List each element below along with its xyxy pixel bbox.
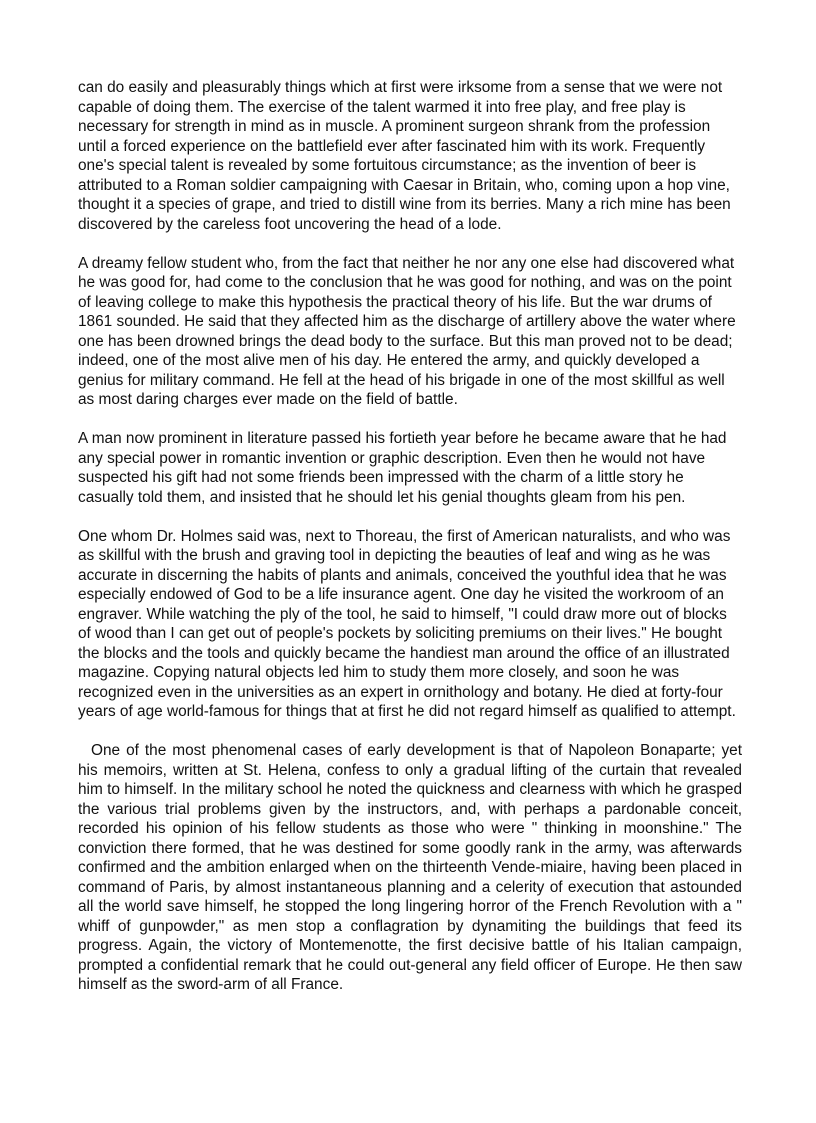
paragraph-naturalist: One whom Dr. Holmes said was, next to Thoreau, the first of American naturalists, and who was as skillful with the brush and graving tool in depicting the beauties of leaf and wing as he was accurate in discerning the habits of plants and animals, conceived the youthful idea that he was especially endowed of God to be a life insurance agent. One day he visited the workroom of an engraver. While watching the ply of the tool, he said to himself, "I could draw more out of blocks of wood than I can get out of people's pockets by soliciting premiums on their lives." He bought the blocks and the tools and quickly became the handiest man around the office of an illustrated magazine. Copying natural objects led him to study them more closely, and soon he was recognized even in the universities as an expert in ornithology and botany. He died at forty-four years of age world-famous for things that at first he did not regard himself as qualified to attempt. — [78, 527, 736, 720]
paragraph-beer-invention: can do easily and pleasurably things which at first were irksome from a sense that we were not capable of doing them. The exercise of the talent warmed it into free play, and free play is necessary for strength in mind as in muscle. A prominent surgeon shrank from the profession until a forced experience on the battlefield ever after fascinated him with its work. Frequently one's special talent is revealed by some fortuitous circumstance; as the invention of beer is attributed to a Roman soldier campaigning with Caesar in Britain, who, coming upon a hop vine, thought it a species of grape, and tried to distill wine from its berries. Many a rich mine has been discovered by the careless foot uncovering the head of a lode. — [78, 79, 731, 233]
paragraph-napoleon: One of the most phenomenal cases of early development is that of Napoleon Bonaparte; yet his memoirs, written at St. Helena, confess to only a gradual lifting of the curtain that revealed him to himself. In the military school he noted the quickness and clearness with which he grasped the various trial problems given by the instructors, and, with perhaps a pardonable conceit, recorded his opinion of his fellow students as those who were " thinking in moonshine." The conviction there formed, that he was destined for some goodly rank in the army, was afterwards confirmed and the ambition enlarged when on the thirteenth Vende-miaire, having been placed in command of Paris, by almost instantaneous planning and a celerity of execution that astounded all the world save himself, he stopped the long lingering horror of the French Revolution with a " whiff of gunpowder," as men stop a conflagration by dynamiting the buildings that feed its progress. Again, the victory of Montemenotte, the first decisive battle of his Italian campaign, prompted a confidential remark that he could out-general any field officer of Europe. He then saw himself as the sword-arm of all France. — [78, 742, 742, 993]
document-page — [78, 78, 742, 1014]
paragraph-literary-man: A man now prominent in literature passed his fortieth year before he became aware that he had any special power in romantic invention or graphic description. Even then he would not have suspected his gift had not some friends been impressed with the charm of a little story he casually told them, and insisted that he should let his genial thoughts gleam from his pen. — [78, 430, 727, 506]
paragraph-fellow-student: A dreamy fellow student who, from the fact that neither he nor any one else had discovered what he was good for, had come to the conclusion that he was good for nothing, and was on the point of leaving college to make this hypothesis the practical theory of his life. But the war drums of 1861 sounded. He said that they affected him as the discharge of artillery above the water where one has been drowned brings the dead body to the surface. But this man proved not to be dead; indeed, one of the most alive men of his day. He entered the army, and quickly developed a genius for military command. He fell at the head of his brigade in one of the most skillful as well as most daring charges ever made on the field of battle. — [78, 254, 736, 408]
